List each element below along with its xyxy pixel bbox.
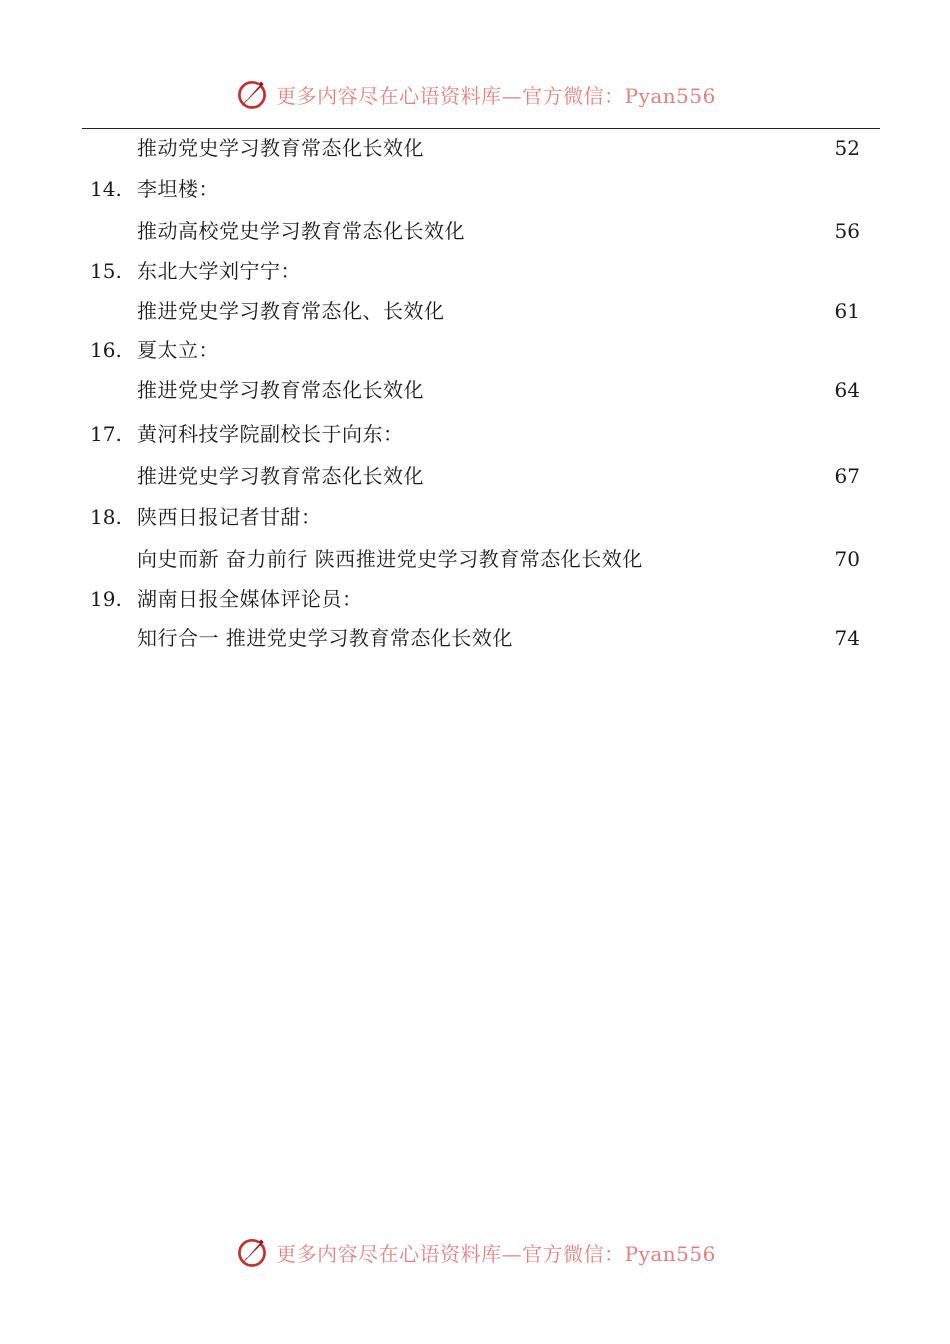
toc-entry [0, 335, 950, 365]
header-watermark-text: 更多内容尽在心语资料库—官方微信：Pyan556 [276, 83, 716, 108]
toc-title: 推进党史学习教育常态化长效化 [137, 378, 424, 402]
header-watermark [0, 74, 950, 114]
toc-page-number: 61 [834, 299, 860, 323]
toc-entry [0, 584, 950, 614]
toc-title: 推进党史学习教育常态化、长效化 [137, 299, 445, 323]
toc-entry [0, 623, 950, 653]
toc-entry [0, 419, 950, 449]
toc-title: 陕西日报记者甘甜： [137, 505, 322, 529]
quill-logo-icon [234, 1234, 270, 1270]
toc-title: 知行合一 推进党史学习教育常态化长效化 [137, 626, 513, 650]
toc-page-number: 74 [834, 626, 860, 650]
toc-entry [0, 216, 950, 246]
toc-page-number: 52 [834, 136, 860, 160]
toc-number: 14. [90, 177, 122, 201]
toc-entry [0, 256, 950, 286]
toc-title: 湖南日报全媒体评论员： [137, 587, 363, 611]
toc-title: 东北大学刘宁宁： [137, 259, 301, 283]
toc-entry [0, 174, 950, 204]
toc-number: 19. [90, 587, 122, 611]
toc-page-number: 70 [834, 547, 860, 571]
header-rule [82, 128, 880, 129]
toc-title: 向史而新 奋力前行 陕西推进党史学习教育常态化长效化 [137, 547, 643, 571]
toc-page-number: 64 [834, 378, 860, 402]
quill-logo-icon [234, 76, 270, 112]
toc-number: 15. [90, 259, 122, 283]
toc-number: 16. [90, 338, 122, 362]
footer-watermark-text: 更多内容尽在心语资料库—官方微信：Pyan556 [276, 1241, 716, 1266]
toc-entry [0, 133, 950, 163]
toc-page-number: 56 [834, 219, 860, 243]
footer-watermark [0, 1232, 950, 1272]
toc-number: 17. [90, 422, 122, 446]
toc-entry [0, 544, 950, 574]
toc-entry [0, 296, 950, 326]
toc-entry [0, 461, 950, 491]
toc-title: 黄河科技学院副校长于向东： [137, 422, 404, 446]
toc-entry [0, 375, 950, 405]
toc-title: 推进党史学习教育常态化长效化 [137, 464, 424, 488]
toc-page-number: 67 [834, 464, 860, 488]
toc-title: 推动高校党史学习教育常态化长效化 [137, 219, 465, 243]
toc-title: 推动党史学习教育常态化长效化 [137, 136, 424, 160]
toc-title: 夏太立： [137, 338, 219, 362]
toc-title: 李坦楼： [137, 177, 219, 201]
toc-number: 18. [90, 505, 122, 529]
toc-entry [0, 502, 950, 532]
